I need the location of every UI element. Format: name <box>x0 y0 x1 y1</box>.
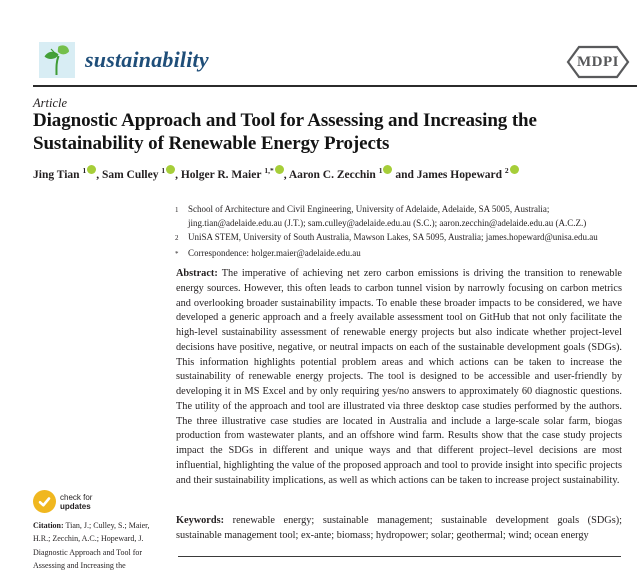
orcid-icon[interactable] <box>87 165 96 174</box>
citation-label: Citation: <box>33 521 64 530</box>
author-separator: , <box>175 168 181 181</box>
author <box>101 166 181 181</box>
author-name: Sam Culley <box>101 168 159 181</box>
citation-block <box>33 519 164 570</box>
author-name: Aaron C. Zecchin <box>288 168 376 181</box>
sustainability-journal-logo[interactable] <box>39 42 75 78</box>
affiliation-marker: 1 <box>82 166 87 175</box>
abstract-label: Abstract: <box>176 268 218 279</box>
affiliation-marker: 1 <box>378 166 383 175</box>
author-name: Jing Tian <box>33 168 80 181</box>
correspondence-text: Correspondence: holger.maier@adelaide.edu.au <box>188 247 361 258</box>
journal-name: sustainability <box>85 47 209 72</box>
author-separator: , <box>96 168 102 181</box>
affiliation-text: UniSA STEM, University of South Australia, Mawson Lakes, SA 5095, Australia; james.hopeward@unisa.edu.au <box>188 232 598 243</box>
affiliation-text: School of Architecture and Civil Engineering, University of Adelaide, Adelaide, SA 5005, Australia; jing.tian@adelaide.edu.au (J.T.); sam.culley@adelaide.edu.au (S.C.); aaron.zecchin@adelaide.edu.au (A.C.Z.) <box>188 204 587 229</box>
affiliation-row <box>175 230 627 245</box>
author <box>180 166 289 181</box>
orcid-icon[interactable] <box>166 165 175 174</box>
keywords-label: Keywords: <box>176 515 225 526</box>
correspondence-marker: * <box>175 249 179 258</box>
check-for-updates-badge[interactable] <box>33 490 92 513</box>
affiliation-row <box>175 246 627 261</box>
mdpi-wordmark: MDPI <box>577 53 619 70</box>
affiliation-number: 2 <box>175 234 179 243</box>
author-separator: and <box>392 168 417 181</box>
article-type-label: Article <box>33 96 68 110</box>
badge-line1: check for <box>60 492 93 502</box>
author-line <box>33 166 633 181</box>
affiliation-marker: 2 <box>504 166 509 175</box>
author <box>288 166 417 181</box>
author <box>416 166 519 181</box>
affiliation-marker: 1 <box>161 166 166 175</box>
author-name: Holger R. Maier <box>180 168 262 181</box>
abstract-text: The imperative of achieving net zero carbon emissions is driving the transition to renewable energy sources. However, this often leads to carbon tunnel vision by narrowly focusing on carbon metrics and overlooking broader sustainability impacts. To enable these broader impacts to be considered, we have developed a generic approach and a freely available assessment tool on GitHub that not only facilitate the high-level sustainability assessment of renewable energy projects but also indicate whether project-level decisions have positive, negative, or neutral impacts on each of the sustainable development goals (SDGs). This information highlights potential problem areas and which actions can be taken to increase the sustainability of renewable energy projects. The tool is designed to be accessible and user-friendly by developing it in MS Excel and by only requiring yes/no answers to approximately 60 diagnostic questions. The utility of the approach and tool are illustrated via three desktop case studies performed by the authors. The three illustrative case studies are located in Australia and include a large-scale solar farm, biogas production from wastewater plants, and an offshore wind farm. Results show that the case study projects impact the SDGs in different and unique ways and that different project–level decisions are most influential, highlighting the value of the proposed approach and tool to provide insight into specific projects and their sustainability implications, as well as which actions can be taken to increase project sustainability. <box>176 268 623 486</box>
author-name: James Hopeward <box>416 168 503 181</box>
checkmark-icon <box>33 490 56 513</box>
affiliations-block <box>175 202 627 261</box>
mdpi-logo[interactable] <box>562 44 634 80</box>
abstract-paragraph <box>176 267 622 488</box>
keywords-paragraph <box>176 513 622 543</box>
author-separator: , <box>283 168 289 181</box>
keywords-divider <box>178 556 621 557</box>
check-for-updates-label <box>60 493 92 511</box>
page-title: Diagnostic Approach and Tool for Assessing and Increasing the Sustainability of Renewable Energy Projects <box>33 110 537 154</box>
keywords-text: renewable energy; sustainable management; sustainable development goals (SDGs); sustainable management tool; ex-ante; biomass; hydropower; solar; geothermal; wind; ocean energy <box>176 515 622 541</box>
plant-sprout-icon <box>39 42 75 78</box>
badge-line2: updates <box>60 501 91 511</box>
header-divider <box>33 85 637 87</box>
author <box>33 166 102 181</box>
orcid-icon[interactable] <box>510 165 519 174</box>
affiliation-marker: 1,* <box>264 166 274 175</box>
affiliation-number: 1 <box>175 206 179 214</box>
citation-text: Tian, J.; Culley, S.; Maier, H.R.; Zecchin, A.C.; Hopeward, J. Diagnostic Approach and Tool for Assessing and Increasing the <box>33 521 150 570</box>
affiliation-row <box>175 202 627 230</box>
orcid-icon[interactable] <box>275 165 284 174</box>
